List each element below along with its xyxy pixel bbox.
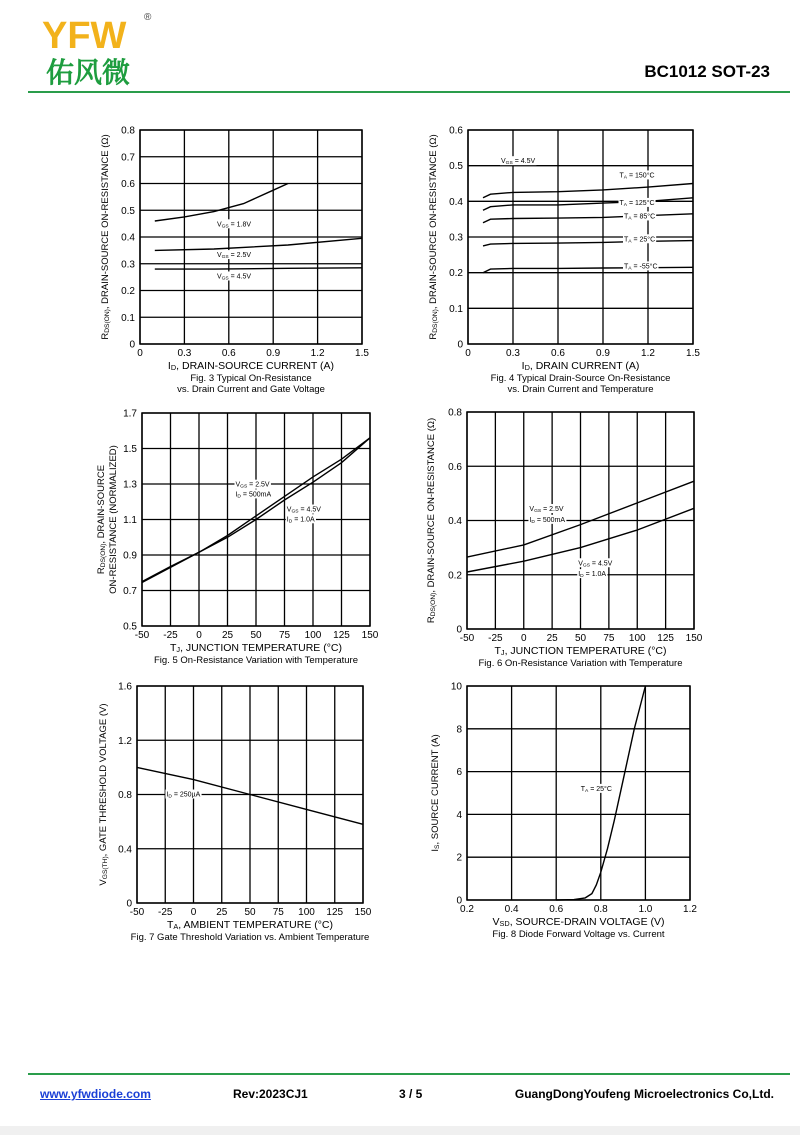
page-footer bbox=[0, 1087, 800, 1107]
y-tick-label: 1.1 bbox=[123, 515, 137, 526]
page-number: 3 / 5 bbox=[399, 1087, 423, 1101]
x-tick-label: 0.6 bbox=[549, 904, 564, 915]
annotation-label: ID = 500mA bbox=[529, 516, 566, 525]
x-tick-label: 0.6 bbox=[221, 348, 236, 359]
y-tick-label: 6 bbox=[456, 767, 462, 779]
logo-letters: YFW bbox=[42, 15, 127, 57]
logo-chinese-name: 佑风微 bbox=[46, 56, 131, 89]
y-tick-label: 0.5 bbox=[449, 161, 463, 173]
annotation-label: TA = -55°C bbox=[624, 263, 658, 272]
grid bbox=[467, 686, 690, 900]
company-name: GuangDongYoufeng Microelectronics Co,Ltd. bbox=[514, 1087, 774, 1101]
annotation-label: VGS = 2.5V bbox=[216, 252, 252, 261]
annotation-label: VGS = 4.5V bbox=[286, 506, 321, 515]
x-axis-label: ID, DRAIN-SOURCE CURRENT (A) bbox=[167, 360, 335, 373]
series-line-5 bbox=[483, 267, 693, 272]
y-tick-label: 0.5 bbox=[123, 621, 137, 633]
figure-caption: Fig. 3 Typical On-Resistance bbox=[190, 373, 312, 384]
y-tick-label: 0.8 bbox=[448, 407, 462, 419]
y-tick-label: 0.2 bbox=[449, 268, 463, 280]
x-tick-label: 125 bbox=[657, 633, 674, 644]
plot-frame bbox=[467, 686, 690, 900]
y-tick-label: 1.3 bbox=[123, 479, 137, 491]
x-tick-label: 0.8 bbox=[593, 904, 608, 915]
x-tick-label: 50 bbox=[574, 633, 587, 644]
chart-fig8 bbox=[420, 675, 720, 950]
y-axis-label: IS, SOURCE CURRENT (A) bbox=[430, 734, 442, 852]
y-axis-label: ON-RESISTANCE (NORMALIZED) bbox=[108, 445, 119, 594]
x-tick-label: 125 bbox=[333, 630, 350, 641]
annotation-label: VGS = 1.8V bbox=[216, 221, 252, 230]
y-tick-label: 0 bbox=[456, 624, 462, 636]
header-divider bbox=[28, 91, 790, 93]
x-tick-label: 0.9 bbox=[596, 348, 610, 359]
annotation-label: TA = 125°C bbox=[619, 199, 655, 208]
bottom-band bbox=[0, 1126, 800, 1135]
x-tick-label: 1.2 bbox=[683, 904, 697, 915]
figure-caption: vs. Drain Current and Temperature bbox=[507, 384, 654, 395]
chart-fig6 bbox=[420, 400, 720, 680]
annotation-label: VGS = 2.5V bbox=[529, 506, 564, 515]
figure-caption: Fig. 5 On-Resistance Variation with Temperature bbox=[154, 655, 358, 666]
y-tick-label: 0 bbox=[129, 339, 135, 351]
annotation-label: ID = 250µA bbox=[166, 791, 201, 800]
figure-caption: Fig. 6 On-Resistance Variation with Temperature bbox=[478, 658, 683, 669]
y-tick-label: 0.1 bbox=[121, 312, 135, 324]
x-tick-label: -50 bbox=[134, 630, 150, 641]
y-tick-label: 0.2 bbox=[448, 570, 462, 582]
y-tick-label: 0 bbox=[457, 339, 463, 351]
y-axis-label: RDS(ON), DRAIN-SOURCE ON-RESISTANCE (Ω) bbox=[428, 134, 440, 340]
y-tick-label: 0.2 bbox=[121, 286, 135, 297]
website-link[interactable]: www.yfwdiode.com bbox=[40, 1087, 151, 1101]
revision-label: Rev:2023CJ1 bbox=[233, 1087, 308, 1101]
y-tick-label: 1.5 bbox=[123, 444, 137, 455]
x-tick-label: 0 bbox=[465, 348, 471, 359]
y-tick-label: 0 bbox=[126, 898, 132, 910]
y-tick-label: 0.9 bbox=[123, 550, 137, 562]
x-tick-label: 75 bbox=[272, 907, 284, 918]
x-tick-label: 1.5 bbox=[355, 348, 369, 359]
x-tick-label: 100 bbox=[628, 633, 646, 644]
x-tick-label: -25 bbox=[488, 633, 503, 644]
annotation-label: TA = 25°C bbox=[624, 236, 656, 245]
y-tick-label: 0.7 bbox=[121, 152, 135, 164]
x-tick-label: 150 bbox=[354, 907, 372, 918]
y-tick-label: 0.4 bbox=[449, 196, 463, 208]
x-tick-label: 25 bbox=[221, 630, 234, 641]
y-tick-label: 0.6 bbox=[449, 125, 463, 137]
x-axis-label: TA, AMBIENT TEMPERATURE (°C) bbox=[166, 919, 334, 932]
x-tick-label: 75 bbox=[603, 633, 615, 644]
x-tick-label: 50 bbox=[250, 630, 262, 641]
series-line-3 bbox=[483, 214, 693, 223]
y-tick-label: 8 bbox=[456, 724, 462, 736]
y-tick-label: 2 bbox=[456, 852, 462, 864]
chart-fig5 bbox=[90, 400, 390, 680]
x-tick-label: 1.0 bbox=[638, 904, 653, 915]
grid bbox=[140, 130, 362, 344]
series-line-2 bbox=[155, 238, 362, 250]
y-tick-label: 0.6 bbox=[121, 179, 135, 190]
x-tick-label: 100 bbox=[304, 630, 322, 641]
y-tick-label: 0.6 bbox=[448, 461, 462, 473]
x-tick-label: 0 bbox=[137, 348, 143, 359]
series-line-1 bbox=[155, 184, 288, 222]
logo-graphic bbox=[40, 10, 160, 90]
x-tick-label: -25 bbox=[163, 630, 178, 641]
figure-caption: Fig. 7 Gate Threshold Variation vs. Ambient Temperature bbox=[130, 932, 370, 943]
x-tick-label: 0 bbox=[190, 907, 197, 918]
footer-divider bbox=[28, 1073, 790, 1075]
part-title: BC1012 SOT-23 bbox=[644, 62, 770, 81]
registered-mark: ® bbox=[144, 12, 152, 23]
y-tick-label: 0.7 bbox=[123, 586, 137, 597]
x-tick-label: 150 bbox=[361, 630, 379, 641]
x-tick-label: 0.2 bbox=[460, 904, 474, 915]
x-tick-label: 1.2 bbox=[641, 348, 655, 359]
x-tick-label: 0.4 bbox=[504, 904, 519, 915]
series-line-1 bbox=[483, 184, 693, 198]
chart-fig4 bbox=[420, 118, 720, 408]
y-tick-label: 4 bbox=[456, 809, 462, 821]
y-tick-label: 0.5 bbox=[121, 205, 135, 217]
x-tick-label: 0.6 bbox=[551, 348, 565, 359]
chart-fig3 bbox=[90, 118, 390, 408]
y-tick-label: 0.3 bbox=[449, 232, 463, 244]
series-line-2 bbox=[483, 198, 693, 211]
y-axis-label: RDS(ON), DRAIN-SOURCE ON-RESISTANCE (Ω) bbox=[100, 134, 112, 340]
y-tick-label: 1.7 bbox=[123, 408, 137, 420]
annotation-label: VGS = 4.5V bbox=[501, 158, 536, 167]
annotation-label: VGS = 2.5V bbox=[235, 481, 270, 490]
x-tick-label: 0 bbox=[520, 633, 527, 644]
y-tick-label: 10 bbox=[450, 681, 462, 693]
annotation-label: TA = 85°C bbox=[624, 213, 656, 222]
y-tick-label: 0.8 bbox=[121, 125, 135, 137]
annotation-label: VGS = 4.5V bbox=[578, 560, 613, 569]
annotation-label: ID = 1.0A bbox=[578, 571, 607, 580]
annotation-label: TA = 25°C bbox=[580, 785, 612, 794]
x-tick-label: 150 bbox=[685, 633, 703, 644]
y-tick-label: 1.6 bbox=[118, 681, 132, 693]
x-tick-label: 1.2 bbox=[310, 348, 325, 359]
x-tick-label: 100 bbox=[298, 907, 315, 918]
y-tick-label: 0.4 bbox=[121, 232, 135, 244]
x-axis-label: TJ, JUNCTION TEMPERATURE (°C) bbox=[170, 642, 342, 655]
x-tick-label: 1.5 bbox=[686, 348, 700, 359]
x-tick-label: -50 bbox=[129, 907, 145, 918]
x-tick-label: 25 bbox=[216, 907, 228, 918]
x-axis-label: TJ, JUNCTION TEMPERATURE (°C) bbox=[494, 645, 667, 658]
figure-caption: vs. Drain Current and Gate Voltage bbox=[177, 384, 325, 395]
figure-caption: Fig. 8 Diode Forward Voltage vs. Current bbox=[492, 929, 665, 940]
x-tick-label: 0 bbox=[196, 630, 202, 641]
x-tick-label: 0.9 bbox=[266, 348, 281, 359]
x-tick-label: 25 bbox=[546, 633, 558, 644]
x-axis-label: ID, DRAIN CURRENT (A) bbox=[521, 360, 640, 373]
y-axis-label: VGS(TH), GATE THRESHOLD VOLTAGE (V) bbox=[98, 703, 110, 886]
y-axis-label: RDS(ON), DRAIN-SOURCE ON-RESISTANCE (Ω) bbox=[426, 417, 438, 624]
x-tick-label: 50 bbox=[244, 907, 256, 918]
series-line-4 bbox=[483, 241, 693, 246]
x-tick-label: 125 bbox=[326, 907, 344, 918]
grid bbox=[467, 412, 694, 629]
chart-fig7 bbox=[90, 675, 390, 950]
y-tick-label: 0.3 bbox=[121, 259, 135, 271]
x-tick-label: 0.3 bbox=[506, 348, 520, 359]
y-tick-label: 0 bbox=[456, 895, 462, 907]
y-axis-label: RDS(ON), DRAIN-SOURCE bbox=[96, 464, 108, 575]
x-tick-label: 75 bbox=[278, 630, 291, 641]
x-tick-label: 0.3 bbox=[177, 348, 192, 359]
x-tick-label: -25 bbox=[158, 907, 173, 918]
company-logo bbox=[40, 10, 160, 90]
x-axis-label: VSD, SOURCE-DRAIN VOLTAGE (V) bbox=[492, 916, 665, 929]
y-tick-label: 0.4 bbox=[118, 844, 132, 856]
y-tick-label: 0.1 bbox=[449, 303, 463, 315]
x-tick-label: -50 bbox=[459, 633, 475, 644]
y-tick-label: 1.2 bbox=[118, 735, 132, 747]
y-tick-label: 0.8 bbox=[118, 790, 132, 801]
annotation-label: ID = 1.0A bbox=[286, 516, 315, 525]
y-tick-label: 0.4 bbox=[448, 516, 462, 527]
series-line-3 bbox=[155, 268, 362, 269]
annotation-label: TA = 150°C bbox=[619, 172, 655, 181]
annotation-label: ID = 500mA bbox=[235, 491, 272, 500]
figure-caption: Fig. 4 Typical Drain-Source On-Resistance bbox=[490, 373, 671, 384]
annotation-label: VGS = 4.5V bbox=[216, 273, 252, 282]
